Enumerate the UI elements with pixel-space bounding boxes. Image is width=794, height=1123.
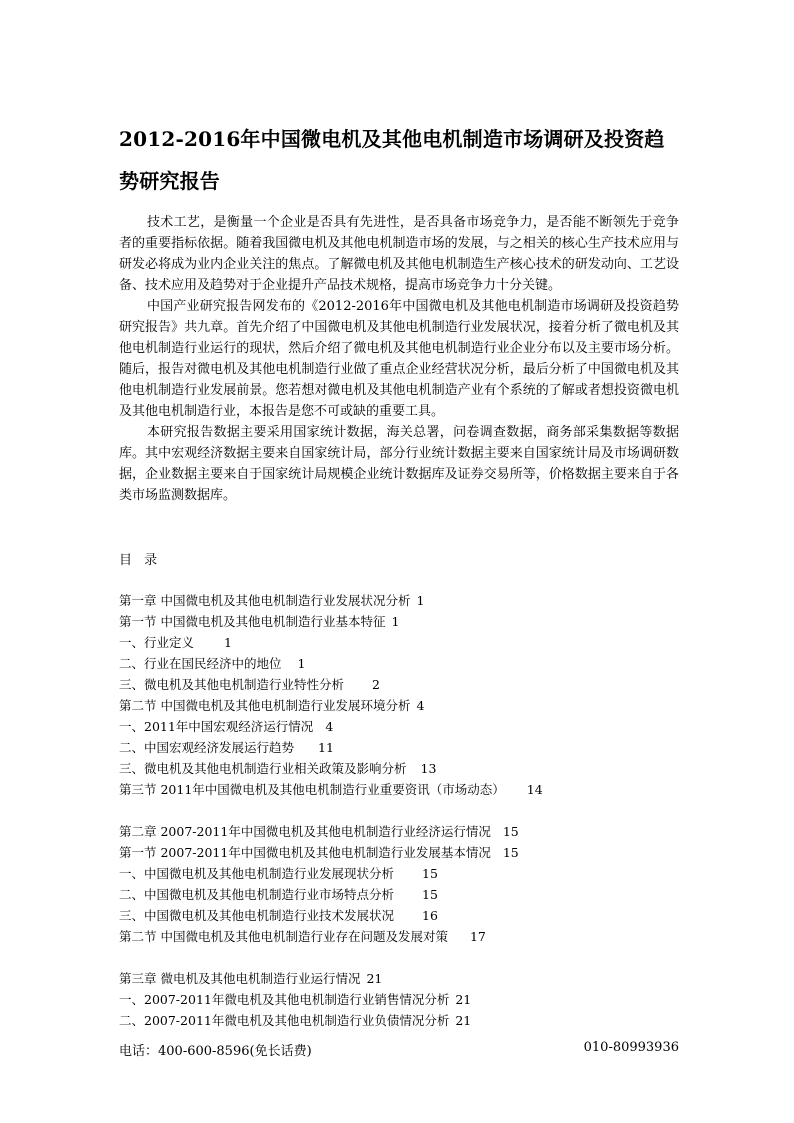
toc-entry-page: 1	[224, 635, 232, 650]
toc-entry[interactable]	[119, 611, 679, 632]
toc-entry[interactable]	[119, 758, 679, 779]
intro-text	[119, 212, 679, 506]
toc-entry-title: 第二章 2007-2011年中国微电机及其他电机制造行业经济运行情况	[119, 824, 491, 839]
toc-entry-title: 二、2007-2011年微电机及其他电机制造行业负债情况分析	[119, 1013, 450, 1028]
toc-entry-title: 二、中国宏观经济发展运行趋势	[119, 740, 295, 755]
toc-spacer	[119, 947, 679, 968]
toc-entry-title: 一、2007-2011年微电机及其他电机制造行业销售情况分析	[119, 992, 450, 1007]
toc-entry[interactable]	[119, 905, 679, 926]
toc-entry[interactable]	[119, 674, 679, 695]
toc-entry[interactable]	[119, 716, 679, 737]
toc-entry[interactable]	[119, 779, 679, 800]
toc-entry[interactable]	[119, 653, 679, 674]
toc-entry-page: 21	[366, 971, 383, 986]
footer-phone: 电话：400-600-8596(免长话费)	[119, 1044, 312, 1059]
toc-entry-page: 15	[422, 866, 438, 881]
toc-entry-page: 21	[455, 992, 472, 1007]
toc-entry-title: 一、2011年中国宏观经济运行情况	[119, 719, 314, 734]
toc-entry[interactable]	[119, 989, 679, 1010]
toc-entry-page: 13	[420, 761, 437, 776]
paragraph-3: 本研究报告数据主要采用国家统计数据，海关总署，问卷调查数据，商务部采集数据等数据库。其中宏观经济数据主要来自国家统计局，部分行业统计数据主要来自国家统计局及市场调研数据，企业数据主要来自于国家统计局规模企业统计数据库及证券交易所等，价格数据主要来自于各类市场监测数据库。	[119, 425, 679, 503]
toc-entry-page: 4	[325, 719, 334, 734]
toc-entry-title: 第一节 2007-2011年中国微电机及其他电机制造行业发展基本情况	[119, 845, 491, 860]
toc-entry-page: 17	[469, 929, 486, 944]
toc-entry-title: 第二节 中国微电机及其他电机制造行业存在问题及发展对策	[119, 929, 448, 944]
toc-entry-page: 14	[526, 782, 543, 797]
toc-entry-title: 第二节 中国微电机及其他电机制造行业发展环境分析	[119, 698, 411, 713]
toc-entry-title: 三、微电机及其他电机制造行业相关政策及影响分析	[119, 761, 407, 776]
toc-entry-page: 15	[502, 824, 519, 839]
toc-entry[interactable]	[119, 632, 679, 653]
paragraph-2: 中国产业研究报告网发布的《2012-2016年中国微电机及其他电机制造市场调研及投资趋势研究报告》共九章。首先介绍了中国微电机及其他电机制造行业发展状况，接着分析了微电机及其他电机制造行业运行的现状，然后介绍了微电机及其他电机制造行业企业分布以及主要市场分析。随后，报告对微电机及其他电机制造行业做了重点企业经营状况分析，最后分析了中国微电机及其他电机制造行业发展前景。您若想对微电机及其他电机制造产业有个系统的了解或者想投资微电机及其他电机制造行业，本报告是您不可或缺的重要工具。	[119, 299, 679, 419]
toc-entry-title: 第三节 2011年中国微电机及其他电机制造行业重要资讯（市场动态）	[119, 782, 505, 797]
toc-entry-title: 二、中国微电机及其他电机制造行业市场特点分析	[119, 887, 395, 902]
toc-heading: 目 录	[119, 553, 162, 568]
document-title: 2012-2016年中国微电机及其他电机制造市场调研及投资趋势研究报告	[119, 127, 665, 193]
toc-entry-page: 1	[297, 656, 306, 671]
toc-entry[interactable]	[119, 821, 679, 842]
toc-entry[interactable]	[119, 737, 679, 758]
toc-entry-page: 16	[422, 908, 438, 923]
toc-entry[interactable]	[119, 590, 679, 611]
footer-phone-2: 010-80993936	[583, 1040, 679, 1055]
toc-entry[interactable]	[119, 1010, 679, 1031]
toc-entry-page: 21	[455, 1013, 472, 1028]
table-of-contents	[119, 590, 679, 1031]
toc-entry-page: 15	[502, 845, 519, 860]
toc-spacer	[119, 800, 679, 821]
toc-entry-title: 一、行业定义	[119, 635, 195, 650]
toc-entry-title: 第一章 中国微电机及其他电机制造行业发展状况分析	[119, 593, 411, 608]
toc-entry-title: 二、行业在国民经济中的地位	[119, 656, 282, 671]
toc-entry[interactable]	[119, 695, 679, 716]
toc-entry-title: 三、中国微电机及其他电机制造行业技术发展状况	[119, 908, 395, 923]
toc-entry[interactable]	[119, 884, 679, 905]
toc-entry[interactable]	[119, 842, 679, 863]
toc-entry-page: 4	[416, 698, 425, 713]
toc-entry-page: 1	[391, 614, 400, 629]
toc-entry-title: 一、中国微电机及其他电机制造行业发展现状分析	[119, 866, 395, 881]
toc-entry-title: 三、微电机及其他电机制造行业特性分析	[119, 677, 345, 692]
toc-entry[interactable]	[119, 968, 679, 989]
toc-entry[interactable]	[119, 863, 679, 884]
toc-entry-page: 15	[422, 887, 438, 902]
toc-entry-page: 2	[372, 677, 380, 692]
toc-entry-title: 第三章 微电机及其他电机制造行业运行情况	[119, 971, 361, 986]
toc-entry-page: 11	[318, 740, 334, 755]
toc-entry-page: 1	[416, 593, 425, 608]
toc-entry[interactable]	[119, 926, 679, 947]
toc-entry-title: 第一节 中国微电机及其他电机制造行业基本特征	[119, 614, 386, 629]
paragraph-1: 技术工艺，是衡量一个企业是否具有先进性，是否具备市场竞争力，是否能不断领先于竞争者的重要指标依据。随着我国微电机及其他电机制造市场的发展，与之相关的核心生产技术应用与研发必将成为业内企业关注的焦点。了解微电机及其他电机制造生产核心技术的研发动向、工艺设备、技术应用及趋势对于企业提升产品技术规格，提高市场竞争力十分关键。	[119, 215, 679, 293]
